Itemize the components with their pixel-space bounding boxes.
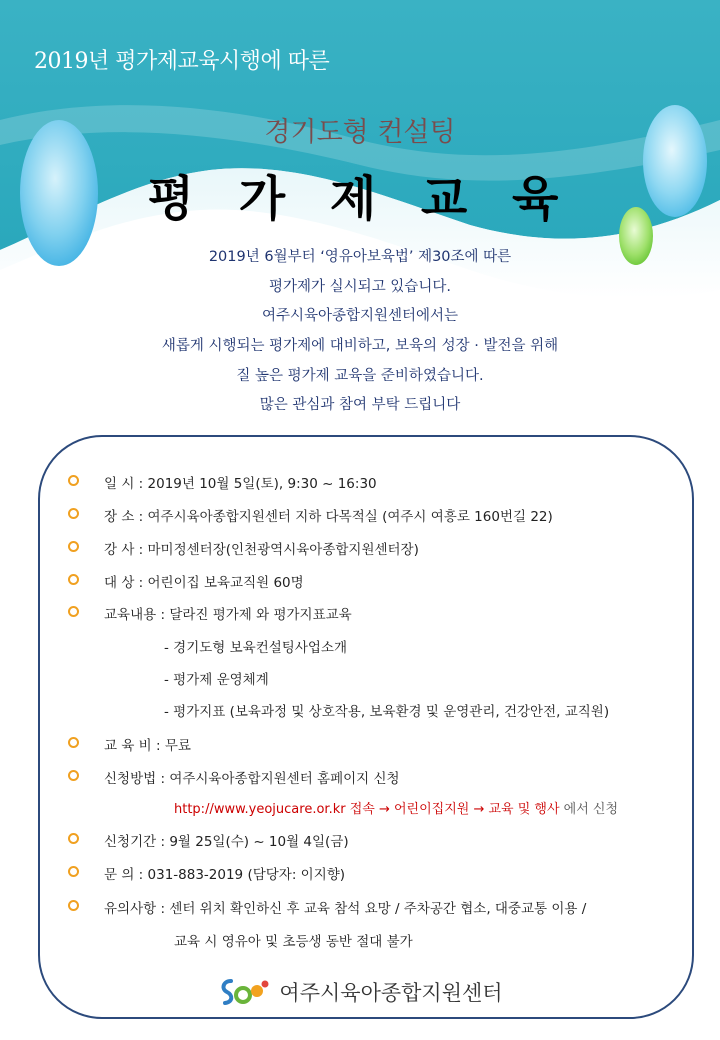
info-label: 문 의 — [104, 867, 135, 883]
info-value: 여주시육아종합지원센터 홈페이지 신청 — [169, 771, 400, 787]
homepage-link[interactable] — [174, 798, 618, 817]
info-value: 센터 위치 확인하신 후 교육 참석 요망 / 주차공간 협소, 대중교통 이용 / — [169, 901, 587, 917]
info-value: 달라진 평가제 와 평가지표교육 — [169, 607, 352, 623]
bullet-icon — [68, 833, 79, 844]
info-value: 2019년 10월 5일(토), 9:30 ~ 16:30 — [147, 476, 377, 492]
info-row-target: 대 상 : 어린이집 보육교직원 60명 — [70, 571, 304, 591]
top-caption: 2019년 평가제교육시행에 따른 — [34, 49, 330, 74]
info-label: 대 상 — [104, 575, 135, 591]
intro-line: 2019년 6월부터 ‘영유아보육법’ 제30조에 따른 — [208, 249, 512, 265]
intro-line: 여주시육아종합지원센터에서는 — [261, 308, 459, 325]
intro-line: 새롭게 시행되는 평가제에 대비하고, 보육의 성장 · 발전을 위해 — [161, 338, 559, 355]
info-row-inquiry: 문 의 : 031-883-2019 (담당자: 이지향) — [70, 863, 345, 883]
content-subitem: - 경기도형 보육컨설팅사업소개 — [164, 640, 347, 656]
page-title: 평 가 제 교 육 — [147, 171, 573, 227]
bullet-icon — [68, 866, 79, 877]
footer — [0, 975, 720, 1013]
intro-line: 평가제가 실시되고 있습니다. — [269, 278, 451, 295]
bullet-icon — [68, 541, 79, 552]
intro-line: 많은 관심과 참여 부탁 드립니다 — [259, 397, 461, 414]
info-value: 031-883-2019 (담당자: 이지향) — [147, 867, 346, 883]
content-subitem: - 평가제 운영체계 — [164, 672, 269, 688]
info-value: 어린이집 보육교직원 60명 — [147, 575, 304, 591]
info-row-place: 장 소 : 여주시육아종합지원센터 지하 다목적실 (여주시 여흥로 160번길 22) — [70, 505, 553, 525]
homepage-link-tail: 에서 신청 — [559, 802, 619, 817]
info-value: 마미정센터장(인천광역시육아종합지원센터장) — [147, 542, 419, 558]
intro-text — [0, 243, 720, 421]
info-label: 신청방법 — [104, 771, 157, 787]
info-row-notes: 유의사항 : 센터 위치 확인하신 후 교육 참석 요망 / 주차공간 협소, 대중교통 이용 / — [70, 897, 586, 917]
info-label: 일 시 — [104, 476, 135, 492]
notes-continuation: 교육 시 영유아 및 초등생 동반 절대 불가 — [174, 934, 413, 950]
center-name: 여주시육아종합지원센터 — [279, 981, 503, 1005]
subtitle: 경기도형 컨설팅 — [264, 117, 456, 148]
info-label: 강 사 — [104, 542, 135, 558]
bullet-icon — [68, 475, 79, 486]
content-subitem: - 평가지표 (보육과정 및 상호작용, 보육환경 및 운영관리, 건강안전, 교직원) — [164, 704, 610, 720]
bullet-icon — [68, 737, 79, 748]
info-label: 신청기간 — [104, 834, 157, 850]
info-value: 여주시육아종합지원센터 지하 다목적실 (여주시 여흥로 160번길 22) — [147, 509, 553, 525]
info-row-lecturer: 강 사 : 마미정센터장(인천광역시육아종합지원센터장) — [70, 538, 419, 558]
info-row-method: 신청방법 : 여주시육아종합지원센터 홈페이지 신청 — [70, 767, 400, 787]
info-value: 9월 25일(수) ~ 10월 4일(금) — [169, 834, 349, 850]
homepage-url[interactable]: http://www.yeojucare.or.kr 접속 → 어린이집지원 → 교육 및 행사 — [174, 802, 560, 817]
bullet-icon — [68, 574, 79, 585]
info-label: 교육내용 — [104, 607, 157, 623]
info-row-fee: 교 육 비 : 무료 — [70, 734, 191, 754]
bullet-icon — [68, 508, 79, 519]
bullet-icon — [68, 606, 79, 617]
intro-line: 질 높은 평가제 교육을 준비하였습니다. — [236, 367, 484, 384]
bullet-icon — [68, 770, 79, 781]
info-row-date: 일 시 : 2019년 10월 5일(토), 9:30 ~ 16:30 — [70, 472, 377, 492]
info-row-content: 교육내용 : 달라진 평가제 와 평가지표교육 — [70, 603, 352, 623]
info-value: 무료 — [164, 738, 191, 754]
bullet-icon — [68, 900, 79, 911]
center-logo-icon — [217, 975, 273, 1009]
info-row-period: 신청기간 : 9월 25일(수) ~ 10월 4일(금) — [70, 830, 349, 850]
info-label: 유의사항 — [104, 901, 157, 917]
info-label: 교 육 비 — [104, 738, 152, 754]
info-label: 장 소 — [104, 509, 135, 525]
